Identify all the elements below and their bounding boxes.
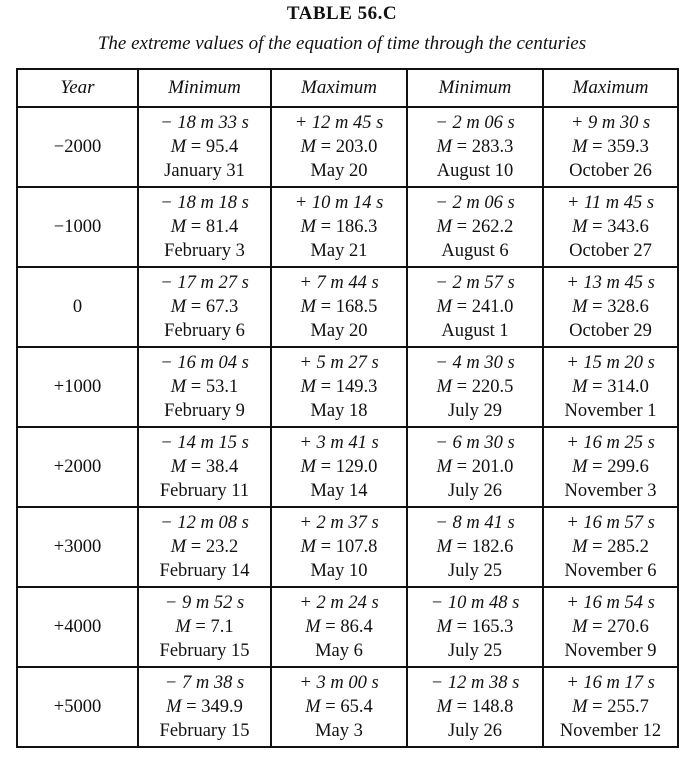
equals-sign: = bbox=[186, 137, 206, 157]
equals-sign: = bbox=[316, 377, 336, 397]
equation-value: + 16 m 57 s bbox=[566, 513, 655, 533]
header-minimum-1: Minimum bbox=[138, 69, 271, 107]
mean-anomaly-value: 343.6 bbox=[607, 217, 649, 237]
mean-anomaly-value: 86.4 bbox=[340, 617, 373, 637]
date-value: May 20 bbox=[310, 161, 368, 181]
mean-anomaly-line bbox=[139, 295, 270, 319]
mean-anomaly-value: 7.1 bbox=[210, 617, 234, 637]
mean-anomaly-line bbox=[544, 375, 677, 399]
equation-value: + 11 m 45 s bbox=[566, 193, 655, 213]
date-value: February 15 bbox=[159, 641, 250, 661]
mean-anomaly-label: M bbox=[572, 617, 588, 637]
mean-anomaly-label: M bbox=[170, 297, 187, 317]
mean-anomaly-label: M bbox=[170, 377, 187, 397]
equation-value: + 2 m 37 s bbox=[299, 513, 379, 533]
mean-anomaly-label: M bbox=[436, 457, 453, 477]
mean-anomaly-value: 328.6 bbox=[607, 297, 649, 317]
mean-anomaly-label: M bbox=[572, 697, 588, 717]
equals-sign: = bbox=[320, 697, 341, 717]
table-row bbox=[17, 187, 678, 267]
table-row bbox=[17, 347, 678, 427]
equals-sign: = bbox=[186, 217, 206, 237]
equation-value: − 17 m 27 s bbox=[160, 273, 249, 293]
mean-anomaly-line bbox=[544, 215, 677, 239]
mean-anomaly-label: M bbox=[170, 137, 187, 157]
mean-anomaly-value: 299.6 bbox=[607, 457, 649, 477]
mean-anomaly-line bbox=[139, 135, 270, 159]
header-minimum-2: Minimum bbox=[407, 69, 543, 107]
date-value: October 27 bbox=[569, 241, 652, 261]
equals-sign: = bbox=[587, 617, 608, 637]
mean-anomaly-line bbox=[408, 615, 542, 639]
equation-value: + 16 m 25 s bbox=[566, 433, 655, 453]
date-value: February 11 bbox=[159, 481, 250, 501]
mean-anomaly-line bbox=[272, 215, 406, 239]
date-value: May 10 bbox=[310, 561, 368, 581]
equals-sign: = bbox=[452, 457, 472, 477]
date-value: November 1 bbox=[564, 401, 657, 421]
table-row bbox=[17, 587, 678, 667]
date-value: February 9 bbox=[164, 401, 245, 421]
equals-sign: = bbox=[587, 537, 608, 557]
cell-maximum-1 bbox=[271, 187, 407, 267]
mean-anomaly-value: 107.8 bbox=[335, 537, 378, 557]
mean-anomaly-line bbox=[544, 695, 677, 719]
mean-anomaly-label: M bbox=[436, 537, 453, 557]
cell-maximum-2 bbox=[543, 507, 678, 587]
mean-anomaly-line bbox=[139, 535, 270, 559]
cell-maximum-1 bbox=[271, 107, 407, 187]
equals-sign: = bbox=[452, 377, 472, 397]
year-cell: +5000 bbox=[17, 667, 138, 747]
mean-anomaly-value: 220.5 bbox=[471, 377, 514, 397]
equals-sign: = bbox=[452, 697, 472, 717]
cell-maximum-2 bbox=[543, 107, 678, 187]
mean-anomaly-label: M bbox=[572, 457, 588, 477]
cell-maximum-2 bbox=[543, 267, 678, 347]
mean-anomaly-value: 201.0 bbox=[471, 457, 514, 477]
cell-maximum-2 bbox=[543, 187, 678, 267]
mean-anomaly-label: M bbox=[436, 377, 453, 397]
mean-anomaly-line bbox=[544, 135, 677, 159]
mean-anomaly-value: 65.4 bbox=[340, 697, 373, 717]
mean-anomaly-label: M bbox=[572, 297, 588, 317]
header-maximum-2: Maximum bbox=[543, 69, 678, 107]
mean-anomaly-value: 148.8 bbox=[471, 697, 514, 717]
equals-sign: = bbox=[186, 457, 206, 477]
mean-anomaly-line bbox=[408, 375, 542, 399]
date-value: February 15 bbox=[159, 721, 250, 741]
cell-maximum-1 bbox=[271, 427, 407, 507]
equation-value: − 7 m 38 s bbox=[164, 673, 245, 693]
mean-anomaly-label: M bbox=[175, 617, 191, 637]
mean-anomaly-line bbox=[544, 295, 677, 319]
equation-value: + 12 m 45 s bbox=[294, 113, 384, 133]
mean-anomaly-line bbox=[139, 695, 270, 719]
equals-sign: = bbox=[587, 697, 608, 717]
mean-anomaly-value: 186.3 bbox=[335, 217, 378, 237]
cell-maximum-2 bbox=[543, 347, 678, 427]
mean-anomaly-label: M bbox=[305, 697, 321, 717]
year-cell: +1000 bbox=[17, 347, 138, 427]
mean-anomaly-label: M bbox=[436, 617, 453, 637]
equation-value: − 12 m 38 s bbox=[430, 673, 520, 693]
cell-maximum-1 bbox=[271, 587, 407, 667]
table-row bbox=[17, 667, 678, 747]
mean-anomaly-value: 283.3 bbox=[471, 137, 514, 157]
equation-value: − 9 m 52 s bbox=[164, 593, 245, 613]
mean-anomaly-line bbox=[272, 695, 406, 719]
mean-anomaly-value: 262.2 bbox=[471, 217, 514, 237]
mean-anomaly-line bbox=[139, 215, 270, 239]
date-value: July 29 bbox=[448, 401, 502, 421]
equals-sign: = bbox=[587, 137, 608, 157]
header-maximum-1: Maximum bbox=[271, 69, 407, 107]
equals-sign: = bbox=[316, 457, 336, 477]
mean-anomaly-label: M bbox=[170, 217, 187, 237]
mean-anomaly-value: 53.1 bbox=[205, 377, 239, 397]
cell-minimum-1 bbox=[138, 267, 271, 347]
mean-anomaly-line bbox=[544, 455, 677, 479]
mean-anomaly-label: M bbox=[300, 457, 317, 477]
equals-sign: = bbox=[452, 617, 472, 637]
mean-anomaly-value: 23.2 bbox=[205, 537, 239, 557]
date-value: May 6 bbox=[315, 641, 363, 661]
mean-anomaly-value: 314.0 bbox=[607, 377, 649, 397]
mean-anomaly-line bbox=[272, 615, 406, 639]
mean-anomaly-value: 359.3 bbox=[607, 137, 649, 157]
mean-anomaly-value: 270.6 bbox=[607, 617, 649, 637]
mean-anomaly-line bbox=[408, 535, 542, 559]
equals-sign: = bbox=[316, 217, 336, 237]
mean-anomaly-label: M bbox=[572, 217, 588, 237]
equation-value: − 8 m 41 s bbox=[435, 513, 515, 533]
cell-minimum-2 bbox=[407, 507, 543, 587]
date-value: May 3 bbox=[315, 721, 363, 741]
date-value: February 14 bbox=[159, 561, 250, 581]
mean-anomaly-label: M bbox=[300, 537, 317, 557]
date-value: August 10 bbox=[436, 161, 514, 181]
mean-anomaly-label: M bbox=[305, 617, 321, 637]
date-value: November 9 bbox=[564, 641, 657, 661]
cell-minimum-2 bbox=[407, 107, 543, 187]
mean-anomaly-line bbox=[408, 695, 542, 719]
mean-anomaly-label: M bbox=[572, 137, 588, 157]
mean-anomaly-line bbox=[408, 455, 542, 479]
mean-anomaly-label: M bbox=[170, 537, 187, 557]
date-value: October 26 bbox=[569, 161, 652, 181]
equals-sign: = bbox=[186, 297, 206, 317]
equals-sign: = bbox=[190, 617, 211, 637]
date-value: May 20 bbox=[310, 321, 368, 341]
date-value: May 14 bbox=[310, 481, 368, 501]
cell-minimum-1 bbox=[138, 347, 271, 427]
year-cell: +2000 bbox=[17, 427, 138, 507]
mean-anomaly-label: M bbox=[436, 137, 453, 157]
equation-value: − 6 m 30 s bbox=[435, 433, 515, 453]
year-cell: −1000 bbox=[17, 187, 138, 267]
equation-value: + 16 m 54 s bbox=[566, 593, 655, 613]
date-value: October 29 bbox=[569, 321, 652, 341]
equals-sign: = bbox=[452, 297, 472, 317]
date-value: July 26 bbox=[448, 721, 502, 741]
mean-anomaly-label: M bbox=[300, 377, 317, 397]
mean-anomaly-label: M bbox=[300, 297, 317, 317]
equation-value: − 2 m 06 s bbox=[435, 193, 515, 213]
equals-sign: = bbox=[316, 537, 336, 557]
header-row bbox=[17, 69, 678, 107]
date-value: May 21 bbox=[310, 241, 368, 261]
equation-value: − 10 m 48 s bbox=[430, 593, 520, 613]
mean-anomaly-value: 203.0 bbox=[335, 137, 378, 157]
equals-sign: = bbox=[587, 377, 608, 397]
cell-minimum-1 bbox=[138, 587, 271, 667]
mean-anomaly-line bbox=[139, 615, 270, 639]
year-cell: 0 bbox=[17, 267, 138, 347]
cell-minimum-1 bbox=[138, 667, 271, 747]
mean-anomaly-line bbox=[272, 375, 406, 399]
equation-of-time-table bbox=[16, 68, 679, 748]
mean-anomaly-label: M bbox=[572, 377, 588, 397]
cell-minimum-1 bbox=[138, 187, 271, 267]
date-value: November 12 bbox=[559, 721, 662, 741]
equals-sign: = bbox=[587, 297, 608, 317]
cell-maximum-1 bbox=[271, 507, 407, 587]
equation-value: + 13 m 45 s bbox=[566, 273, 655, 293]
equation-value: − 16 m 04 s bbox=[160, 353, 249, 373]
cell-maximum-1 bbox=[271, 347, 407, 427]
date-value: February 6 bbox=[164, 321, 245, 341]
cell-minimum-2 bbox=[407, 267, 543, 347]
cell-minimum-2 bbox=[407, 187, 543, 267]
mean-anomaly-value: 182.6 bbox=[471, 537, 514, 557]
equals-sign: = bbox=[452, 217, 472, 237]
table-row bbox=[17, 507, 678, 587]
mean-anomaly-value: 349.9 bbox=[201, 697, 243, 717]
equals-sign: = bbox=[186, 377, 206, 397]
date-value: November 3 bbox=[564, 481, 657, 501]
mean-anomaly-label: M bbox=[436, 697, 453, 717]
cell-minimum-2 bbox=[407, 587, 543, 667]
equals-sign: = bbox=[181, 697, 202, 717]
mean-anomaly-label: M bbox=[436, 217, 453, 237]
equation-value: + 9 m 30 s bbox=[570, 113, 651, 133]
mean-anomaly-value: 129.0 bbox=[335, 457, 378, 477]
cell-minimum-1 bbox=[138, 427, 271, 507]
table-row bbox=[17, 267, 678, 347]
mean-anomaly-value: 241.0 bbox=[471, 297, 514, 317]
mean-anomaly-value: 285.2 bbox=[607, 537, 649, 557]
mean-anomaly-line bbox=[272, 535, 406, 559]
mean-anomaly-value: 168.5 bbox=[335, 297, 378, 317]
mean-anomaly-line bbox=[408, 135, 542, 159]
mean-anomaly-value: 81.4 bbox=[205, 217, 239, 237]
table-row bbox=[17, 107, 678, 187]
mean-anomaly-label: M bbox=[300, 217, 317, 237]
mean-anomaly-line bbox=[408, 295, 542, 319]
mean-anomaly-label: M bbox=[170, 457, 187, 477]
cell-minimum-2 bbox=[407, 667, 543, 747]
year-cell: −2000 bbox=[17, 107, 138, 187]
cell-maximum-1 bbox=[271, 267, 407, 347]
equals-sign: = bbox=[452, 537, 472, 557]
equation-value: + 10 m 14 s bbox=[294, 193, 384, 213]
cell-minimum-1 bbox=[138, 107, 271, 187]
equation-value: + 3 m 41 s bbox=[299, 433, 379, 453]
cell-maximum-1 bbox=[271, 667, 407, 747]
mean-anomaly-value: 165.3 bbox=[471, 617, 514, 637]
equation-value: − 2 m 57 s bbox=[435, 273, 515, 293]
equation-value: + 3 m 00 s bbox=[299, 673, 379, 693]
equals-sign: = bbox=[452, 137, 472, 157]
mean-anomaly-label: M bbox=[436, 297, 453, 317]
mean-anomaly-line bbox=[272, 135, 406, 159]
equation-value: + 2 m 24 s bbox=[299, 593, 379, 613]
mean-anomaly-label: M bbox=[300, 137, 317, 157]
header-year: Year bbox=[17, 69, 138, 107]
equals-sign: = bbox=[316, 137, 336, 157]
mean-anomaly-label: M bbox=[572, 537, 588, 557]
cell-maximum-2 bbox=[543, 587, 678, 667]
mean-anomaly-value: 38.4 bbox=[205, 457, 239, 477]
equation-value: − 4 m 30 s bbox=[435, 353, 515, 373]
equation-value: − 14 m 15 s bbox=[160, 433, 249, 453]
year-cell: +4000 bbox=[17, 587, 138, 667]
date-value: May 18 bbox=[310, 401, 368, 421]
equation-value: − 18 m 18 s bbox=[160, 193, 249, 213]
table-row bbox=[17, 427, 678, 507]
date-value: November 6 bbox=[564, 561, 657, 581]
equation-value: − 12 m 08 s bbox=[160, 513, 249, 533]
equation-value: + 5 m 27 s bbox=[299, 353, 379, 373]
equation-value: + 16 m 17 s bbox=[566, 673, 655, 693]
equation-value: − 18 m 33 s bbox=[160, 113, 249, 133]
mean-anomaly-line bbox=[139, 375, 270, 399]
equals-sign: = bbox=[186, 537, 206, 557]
year-cell: +3000 bbox=[17, 507, 138, 587]
cell-minimum-2 bbox=[407, 427, 543, 507]
mean-anomaly-line bbox=[544, 535, 677, 559]
mean-anomaly-line bbox=[544, 615, 677, 639]
mean-anomaly-label: M bbox=[166, 697, 182, 717]
date-value: July 25 bbox=[448, 561, 502, 581]
mean-anomaly-value: 95.4 bbox=[205, 137, 239, 157]
date-value: August 6 bbox=[441, 241, 509, 261]
date-value: February 3 bbox=[164, 241, 245, 261]
equation-value: − 2 m 06 s bbox=[435, 113, 515, 133]
equation-value: + 15 m 20 s bbox=[566, 353, 655, 373]
date-value: January 31 bbox=[164, 161, 245, 181]
cell-minimum-2 bbox=[407, 347, 543, 427]
table-subtitle: The extreme values of the equation of time through the centuries bbox=[97, 33, 587, 54]
mean-anomaly-line bbox=[408, 215, 542, 239]
date-value: July 25 bbox=[448, 641, 502, 661]
equals-sign: = bbox=[316, 297, 336, 317]
mean-anomaly-line bbox=[272, 295, 406, 319]
equals-sign: = bbox=[587, 217, 608, 237]
cell-maximum-2 bbox=[543, 667, 678, 747]
cell-minimum-1 bbox=[138, 507, 271, 587]
equals-sign: = bbox=[587, 457, 608, 477]
date-value: August 1 bbox=[441, 321, 509, 341]
date-value: July 26 bbox=[448, 481, 502, 501]
cell-maximum-2 bbox=[543, 427, 678, 507]
table-title: TABLE 56.C bbox=[286, 3, 398, 24]
equation-value: + 7 m 44 s bbox=[299, 273, 379, 293]
mean-anomaly-value: 67.3 bbox=[205, 297, 239, 317]
mean-anomaly-line bbox=[272, 455, 406, 479]
mean-anomaly-value: 255.7 bbox=[607, 697, 649, 717]
equals-sign: = bbox=[320, 617, 341, 637]
mean-anomaly-line bbox=[139, 455, 270, 479]
mean-anomaly-value: 149.3 bbox=[335, 377, 378, 397]
